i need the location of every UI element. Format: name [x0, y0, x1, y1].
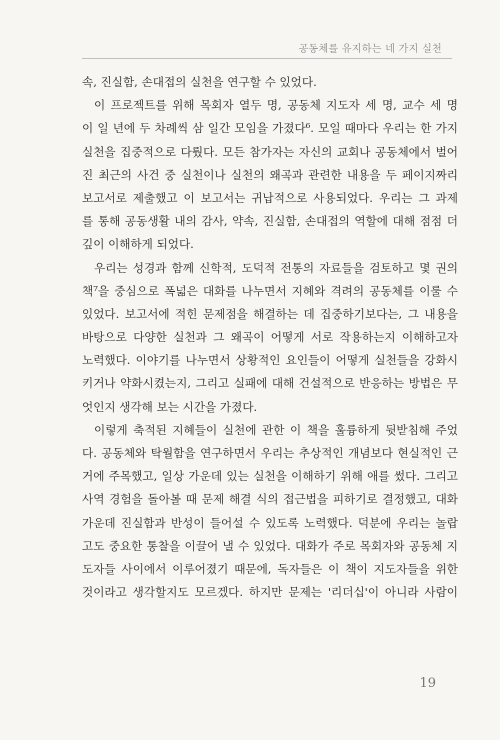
text-line: 바탕으로 다양한 실천과 그 왜곡이 어떻게 서로 작용하는지 이해하고자 [82, 330, 458, 345]
text-line: 책⁷을 중심으로 폭넓은 대화를 나누면서 지혜와 격려의 공동체를 이룰 수 [82, 283, 458, 298]
text-line: 이렇게 축적된 지혜들이 실천에 관한 이 책을 훌륭하게 뒷받침해 주었 [94, 422, 458, 437]
text-line: 보고서로 제출했고 이 보고서는 귀납적으로 사용되었다. 우리는 그 과제 [82, 190, 458, 205]
text-line: 실천을 집중적으로 다뤘다. 모든 참가자는 자신의 교회나 공동체에서 벌어 [82, 144, 458, 159]
text-line: 엇인지 생각해 보는 시간을 가졌다. [82, 399, 258, 414]
text-line: 이 프로젝트를 위해 목회자 열두 명, 공동체 지도자 세 명, 교수 세 명 [94, 98, 458, 113]
text-line: 진 최근의 사건 중 실천이나 실천의 왜곡과 관련한 내용을 두 페이지짜리 [82, 167, 458, 182]
text-line: 이 일 년에 두 차례씩 삼 일간 모임을 가졌다⁶. 모일 때마다 우리는 한 가지 [82, 121, 458, 136]
text-line: 를 통해 공동생활 내의 감사, 약속, 진실함, 손대접의 역할에 대해 점점 더 [82, 214, 458, 229]
header-rule [82, 58, 452, 59]
text-line: 노력했다. 이야기를 나누면서 상황적인 요인들이 어떻게 실천들을 강화시 [82, 353, 458, 368]
text-line: 가운데 진실함과 반성이 들어설 수 있도록 노력했다. 덕분에 우리는 놀랍 [82, 515, 458, 530]
text-line: 도자들 사이에서 이루어졌기 때문에, 독자들은 이 책이 지도자들을 위한 [82, 561, 458, 576]
text-line: 있었다. 보고서에 적힌 문제점을 해결하는 데 집중하기보다는, 그 내용을 [82, 306, 458, 321]
text-line: 속, 진실함, 손대접의 실천을 연구할 수 있었다. [82, 75, 317, 89]
running-header: 공동체를 유지하는 네 가지 실천 [298, 44, 442, 55]
text-line: 다. 공동체와 탁월함을 연구하면서 우리는 추상적인 개념보다 현실적인 근 [82, 446, 458, 460]
text-line: 것이라고 생각할지도 모르겠다. 하지만 문제는 '리더십'이 아니라 사람이 [82, 585, 458, 600]
text-line: 고도 중요한 통찰을 이끌어 낼 수 있었다. 대화가 주로 목회자와 공동체 지 [82, 538, 458, 553]
text-line: 거에 주목했고, 일상 가운데 있는 실천을 이해하기 위해 애를 썼다. 그리고 [82, 469, 458, 484]
text-line: 우리는 성경과 함께 신학적, 도덕적 전통의 자료들을 검토하고 몇 권의 [94, 260, 458, 275]
text-line: 키거나 약화시켰는지, 그리고 실패에 대해 건설적으로 반응하는 방법은 무 [82, 376, 458, 391]
text-line: 깊이 이해하게 되었다. [82, 237, 194, 252]
body-text [82, 71, 458, 604]
text-line: 사역 경험을 돌아볼 때 문제 해결 식의 접근법을 피하기로 결정했고, 대화 [82, 492, 458, 507]
page-number: 19 [419, 676, 436, 691]
